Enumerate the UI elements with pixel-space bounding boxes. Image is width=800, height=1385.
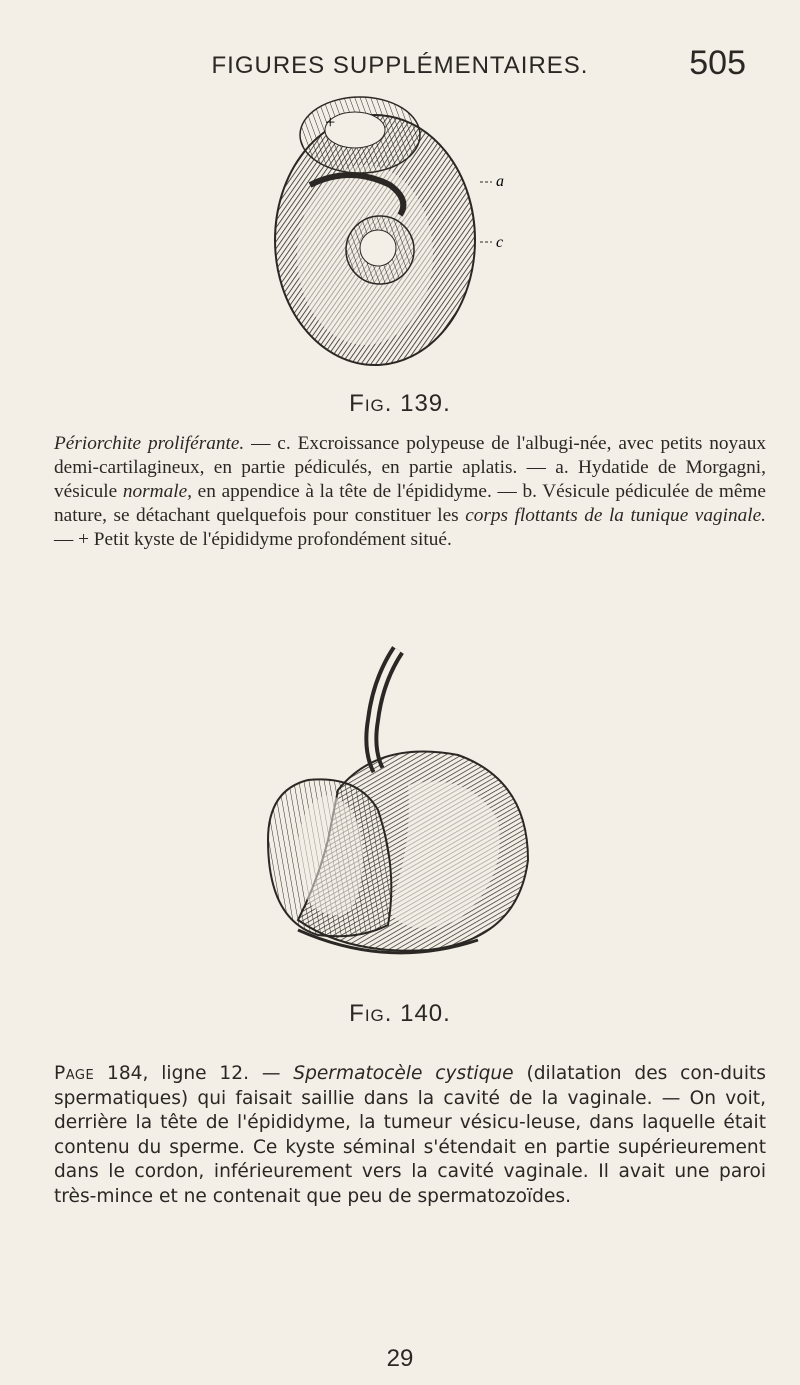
- figure-140-illustration: [228, 640, 588, 990]
- legend-title: Périorchite proliférante.: [54, 433, 245, 454]
- figure-139-illustration: [240, 90, 520, 380]
- cross-symbol: +: [78, 529, 89, 550]
- spermatocele-paragraph: Page 184, ligne 12. — Spermatocèle cystique (dilatation des con-duits spermatiques) qui faisait saillie dans la cavité de la vaginale. — On voit, derrière la tête de l'épididyme, la tumeur vésicu-leuse, dans laquelle était contenu du sperme. Ce kyste séminal s'étendait en partie supérieurement dans le cordon, inférieurement vers la cavité vaginale. Il avait une paroi très-mince et ne contenait que peu de spermatozoïdes.: [54, 1063, 766, 1207]
- page-number: 505: [689, 44, 746, 82]
- running-head: [0, 44, 800, 84]
- term: Spermatocèle cystique: [293, 1063, 514, 1084]
- signature-mark: 29: [386, 1345, 414, 1372]
- figure-140-caption: Fig. 140.: [349, 1000, 451, 1027]
- figure-139-caption: Fig. 139.: [349, 390, 451, 417]
- figure-139-legend: Périorchite proliférante. — c. Excroissance polypeuse de l'albugi-née, avec petits noyaux demi-cartilagineux, en partie pédiculés, en partie aplatis. — a. Hydatide de Morgagni, vésicule normale, en appendice à la tête de l'épididyme. — b. Vésicule pédiculée de même nature, se détachant quelquefois pour constituer les corps flottants de la tunique vaginale. — + Petit kyste de l'épididyme profondément situé.: [54, 433, 766, 550]
- label-a: a: [496, 173, 504, 190]
- running-title: FIGURES SUPPLÉMENTAIRES.: [211, 52, 589, 79]
- label-c: c: [496, 234, 504, 251]
- label-cross: +: [324, 112, 337, 132]
